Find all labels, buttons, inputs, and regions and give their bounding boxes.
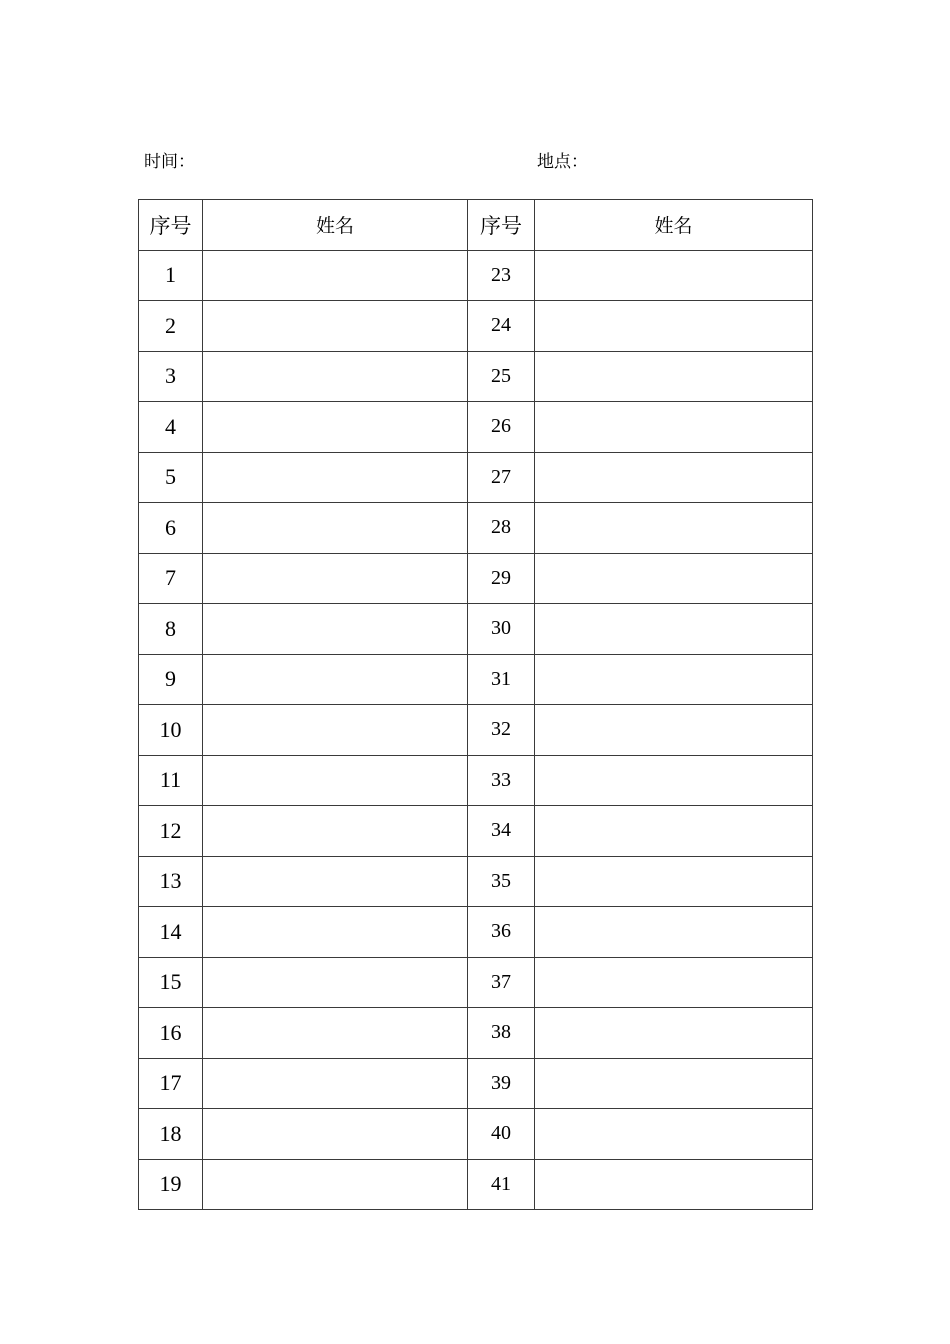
table-row	[139, 654, 813, 705]
name-cell-left[interactable]	[203, 1109, 468, 1160]
name-cell-right[interactable]	[535, 301, 813, 352]
name-cell-left[interactable]	[203, 301, 468, 352]
table-row	[139, 452, 813, 503]
column-header-name-right: 姓名	[535, 200, 813, 251]
name-cell-right[interactable]	[535, 402, 813, 453]
name-cell-right[interactable]	[535, 907, 813, 958]
name-cell-right[interactable]	[535, 250, 813, 301]
seq-cell-right: 38	[468, 1008, 535, 1059]
name-cell-right[interactable]	[535, 957, 813, 1008]
table-row	[139, 1058, 813, 1109]
seq-cell-left: 16	[139, 1008, 203, 1059]
seq-cell-left: 7	[139, 553, 203, 604]
seq-cell-left: 1	[139, 250, 203, 301]
name-cell-right[interactable]	[535, 1159, 813, 1210]
seq-cell-right: 31	[468, 654, 535, 705]
seq-cell-left: 5	[139, 452, 203, 503]
seq-cell-left: 18	[139, 1109, 203, 1160]
table-row	[139, 907, 813, 958]
name-cell-right[interactable]	[535, 654, 813, 705]
table-row	[139, 957, 813, 1008]
table-row	[139, 604, 813, 655]
seq-cell-right: 29	[468, 553, 535, 604]
seq-cell-right: 27	[468, 452, 535, 503]
seq-cell-left: 3	[139, 351, 203, 402]
name-cell-right[interactable]	[535, 806, 813, 857]
table-row	[139, 301, 813, 352]
column-header-seq-left: 序号	[139, 200, 203, 251]
table-row	[139, 705, 813, 756]
seq-cell-right: 24	[468, 301, 535, 352]
name-cell-right[interactable]	[535, 705, 813, 756]
name-cell-left[interactable]	[203, 1058, 468, 1109]
name-cell-left[interactable]	[203, 907, 468, 958]
roster-table	[138, 199, 813, 1210]
table-row	[139, 1159, 813, 1210]
table-row	[139, 250, 813, 301]
name-cell-right[interactable]	[535, 1058, 813, 1109]
seq-cell-left: 15	[139, 957, 203, 1008]
seq-cell-right: 34	[468, 806, 535, 857]
name-cell-right[interactable]	[535, 452, 813, 503]
name-cell-left[interactable]	[203, 402, 468, 453]
name-cell-right[interactable]	[535, 553, 813, 604]
seq-cell-right: 32	[468, 705, 535, 756]
time-label: 时间：	[144, 152, 195, 172]
table-row	[139, 553, 813, 604]
name-cell-left[interactable]	[203, 654, 468, 705]
seq-cell-left: 4	[139, 402, 203, 453]
seq-cell-left: 2	[139, 301, 203, 352]
name-cell-right[interactable]	[535, 856, 813, 907]
seq-cell-left: 19	[139, 1159, 203, 1210]
seq-cell-right: 39	[468, 1058, 535, 1109]
column-header-seq-right: 序号	[468, 200, 535, 251]
name-cell-right[interactable]	[535, 1008, 813, 1059]
table-row	[139, 755, 813, 806]
name-cell-right[interactable]	[535, 1109, 813, 1160]
name-cell-left[interactable]	[203, 250, 468, 301]
name-cell-right[interactable]	[535, 604, 813, 655]
name-cell-left[interactable]	[203, 604, 468, 655]
name-cell-left[interactable]	[203, 351, 468, 402]
seq-cell-left: 14	[139, 907, 203, 958]
seq-cell-right: 28	[468, 503, 535, 554]
place-label: 地点：	[537, 152, 588, 172]
name-cell-left[interactable]	[203, 856, 468, 907]
seq-cell-left: 17	[139, 1058, 203, 1109]
name-cell-left[interactable]	[203, 957, 468, 1008]
seq-cell-left: 6	[139, 503, 203, 554]
seq-cell-right: 30	[468, 604, 535, 655]
seq-cell-left: 8	[139, 604, 203, 655]
table-header-row	[139, 200, 813, 251]
name-cell-right[interactable]	[535, 755, 813, 806]
seq-cell-left: 11	[139, 755, 203, 806]
name-cell-left[interactable]	[203, 705, 468, 756]
seq-cell-right: 41	[468, 1159, 535, 1210]
name-cell-right[interactable]	[535, 351, 813, 402]
name-cell-left[interactable]	[203, 1008, 468, 1059]
table-row	[139, 1109, 813, 1160]
seq-cell-right: 33	[468, 755, 535, 806]
name-cell-left[interactable]	[203, 503, 468, 554]
table-row	[139, 503, 813, 554]
seq-cell-right: 40	[468, 1109, 535, 1160]
seq-cell-left: 13	[139, 856, 203, 907]
table-row	[139, 402, 813, 453]
table-row	[139, 351, 813, 402]
column-header-name-left: 姓名	[203, 200, 468, 251]
table-row	[139, 856, 813, 907]
table-row	[139, 1008, 813, 1059]
seq-cell-left: 12	[139, 806, 203, 857]
table-row	[139, 806, 813, 857]
name-cell-right[interactable]	[535, 503, 813, 554]
seq-cell-right: 35	[468, 856, 535, 907]
seq-cell-right: 25	[468, 351, 535, 402]
name-cell-left[interactable]	[203, 806, 468, 857]
seq-cell-right: 36	[468, 907, 535, 958]
seq-cell-right: 23	[468, 250, 535, 301]
seq-cell-right: 26	[468, 402, 535, 453]
name-cell-left[interactable]	[203, 755, 468, 806]
name-cell-left[interactable]	[203, 1159, 468, 1210]
seq-cell-right: 37	[468, 957, 535, 1008]
name-cell-left[interactable]	[203, 452, 468, 503]
seq-cell-left: 9	[139, 654, 203, 705]
name-cell-left[interactable]	[203, 553, 468, 604]
roster-body	[139, 250, 813, 1210]
seq-cell-left: 10	[139, 705, 203, 756]
